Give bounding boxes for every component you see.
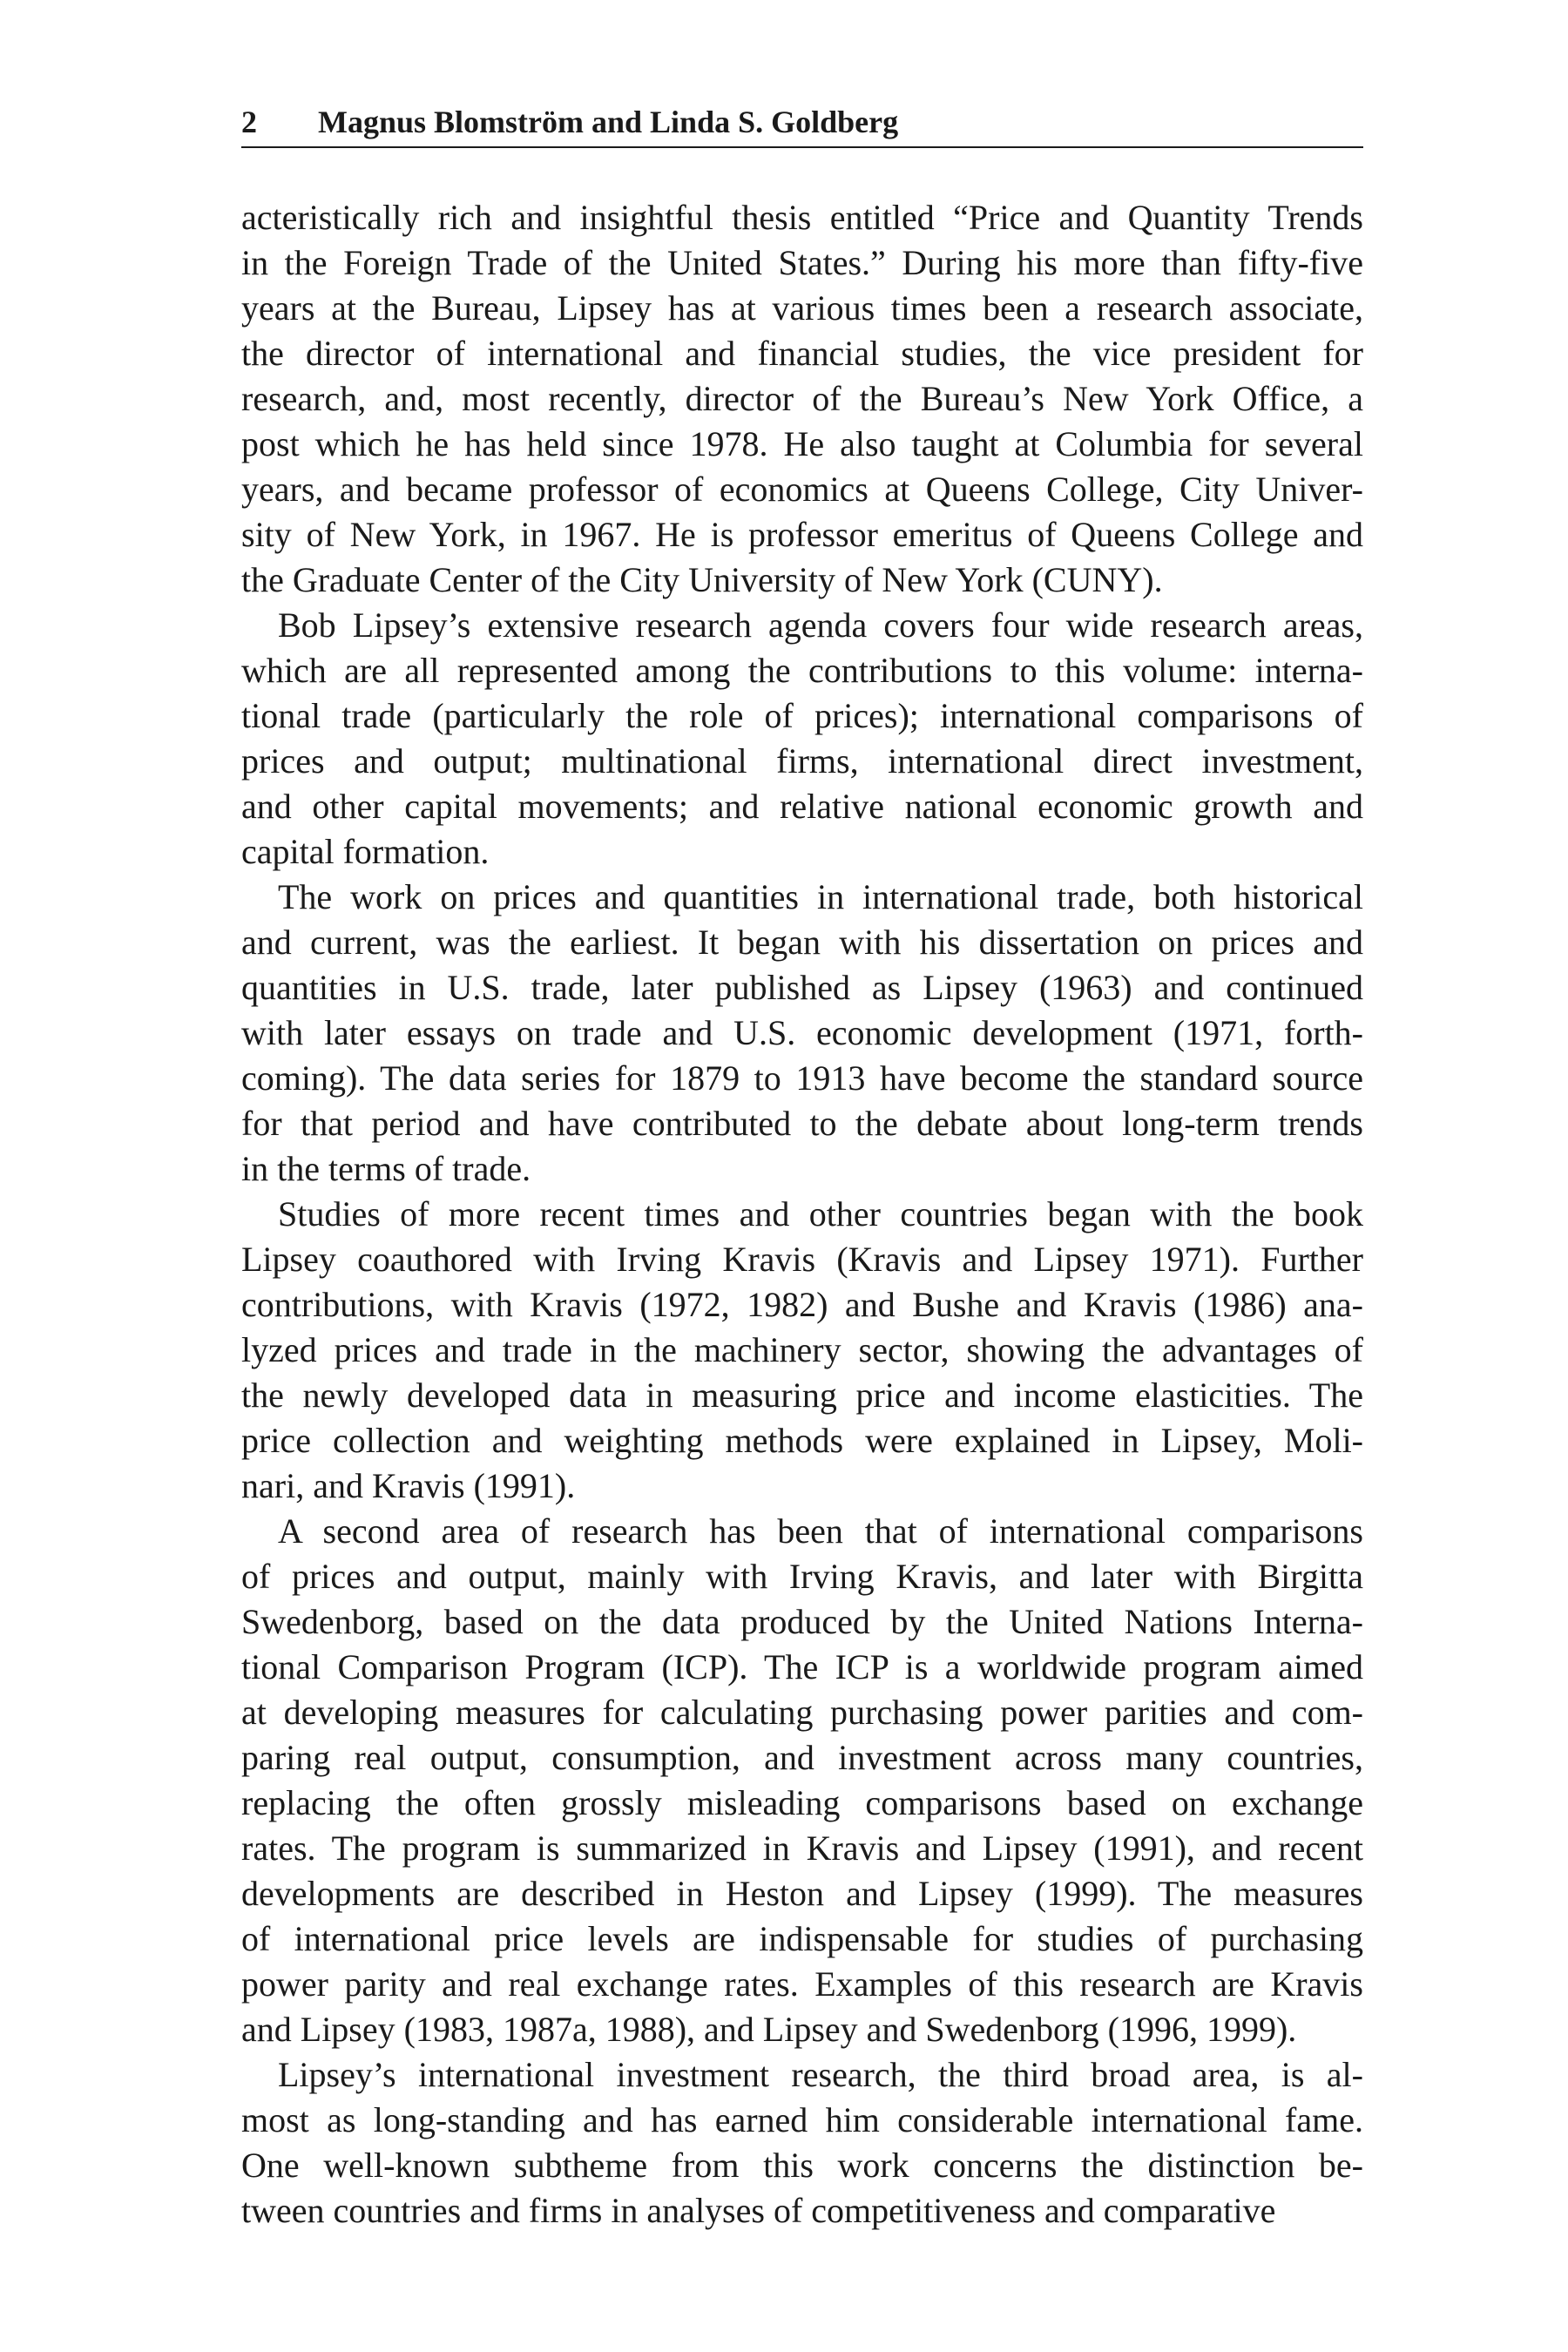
- text-line: of prices and output, mainly with Irving Kravis, and later with Birgitta: [241, 1557, 1363, 1596]
- text-line: A second area of research has been that of international comparisons: [278, 1511, 1363, 1551]
- text-line: prices and output; multinational firms, international direct investment,: [241, 741, 1363, 781]
- paragraph: [241, 603, 1363, 875]
- text-line: contributions, with Kravis (1972, 1982) and Bushe and Kravis (1986) ana-: [241, 1285, 1363, 1324]
- paragraph: [241, 1509, 1363, 2052]
- text-line: years at the Bureau, Lipsey has at various times been a research associate,: [241, 288, 1363, 328]
- text-line: Lipsey’s international investment research, the third broad area, is al-: [278, 2055, 1363, 2094]
- text-line: in the Foreign Trade of the United States.” During his more than fifty-five: [241, 243, 1363, 282]
- text-line: and Lipsey (1983, 1987a, 1988), and Lipsey and Swedenborg (1996, 1999).: [241, 2010, 1297, 2049]
- text-line: Studies of more recent times and other countries began with the book: [278, 1194, 1363, 1233]
- text-line: nari, and Kravis (1991).: [241, 1466, 576, 1505]
- running-head-authors: Magnus Blomström and Linda S. Goldberg: [318, 105, 899, 139]
- text-line: which are all represented among the contributions to this volume: interna-: [241, 651, 1363, 690]
- text-line: paring real output, consumption, and investment across many countries,: [241, 1738, 1363, 1777]
- text-line: years, and became professor of economics at Queens College, City Univer-: [241, 470, 1363, 509]
- text-line: the director of international and financial studies, the vice president for: [241, 334, 1363, 373]
- text-line: replacing the often grossly misleading comparisons based on exchange: [241, 1783, 1363, 1822]
- text-line: Bob Lipsey’s extensive research agenda covers four wide research areas,: [278, 605, 1363, 645]
- text-line: power parity and real exchange rates. Examples of this research are Kravis: [241, 1964, 1363, 2004]
- text-line: sity of New York, in 1967. He is professor emeritus of Queens College and: [241, 515, 1363, 554]
- text-line: price collection and weighting methods were explained in Lipsey, Moli-: [241, 1421, 1363, 1460]
- text-line: acteristically rich and insightful thesis entitled “Price and Quantity Trends: [241, 198, 1363, 237]
- body-text: [241, 195, 1363, 2234]
- paragraph: [241, 195, 1363, 603]
- text-line: for that period and have contributed to the debate about long-term trends: [241, 1104, 1363, 1143]
- paragraph: [241, 1192, 1363, 1509]
- text-line: Lipsey coauthored with Irving Kravis (Kravis and Lipsey 1971). Further: [241, 1240, 1363, 1279]
- text-line: tween countries and firms in analyses of competitiveness and comparative: [241, 2191, 1276, 2230]
- text-line: with later essays on trade and U.S. economic development (1971, forth-: [241, 1013, 1363, 1052]
- text-line: of international price levels are indispensable for studies of purchasing: [241, 1919, 1363, 1958]
- text-line: and current, was the earliest. It began with his dissertation on prices and: [241, 923, 1363, 962]
- text-line: tional trade (particularly the role of prices); international comparisons of: [241, 696, 1363, 735]
- text-line: Swedenborg, based on the data produced by the United Nations Interna-: [241, 1602, 1363, 1641]
- text-line: and other capital movements; and relative national economic growth and: [241, 787, 1363, 826]
- text-line: research, and, most recently, director of the Bureau’s New York Office, a: [241, 379, 1363, 418]
- text-line: the newly developed data in measuring price and income elasticities. The: [241, 1375, 1363, 1415]
- text-line: capital formation.: [241, 832, 490, 871]
- text-line: at developing measures for calculating purchasing power parities and com-: [241, 1693, 1363, 1732]
- text-line: tional Comparison Program (ICP). The ICP is a worldwide program aimed: [241, 1647, 1363, 1686]
- text-line: lyzed prices and trade in the machinery sector, showing the advantages of: [241, 1330, 1363, 1369]
- paragraph: [241, 875, 1363, 1192]
- text-line: quantities in U.S. trade, later published as Lipsey (1963) and continued: [241, 968, 1363, 1007]
- text-line: developments are described in Heston and Lipsey (1999). The measures: [241, 1874, 1363, 1913]
- text-line: post which he has held since 1978. He also taught at Columbia for several: [241, 424, 1363, 463]
- text-line: rates. The program is summarized in Kravis and Lipsey (1991), and recent: [241, 1828, 1363, 1868]
- text-line: coming). The data series for 1879 to 1913 have become the standard source: [241, 1058, 1363, 1098]
- page-number: 2: [241, 105, 257, 139]
- text-line: in the terms of trade.: [241, 1149, 531, 1188]
- text-line: most as long-standing and has earned him considerable international fame.: [241, 2100, 1363, 2139]
- text-line: The work on prices and quantities in international trade, both historical: [278, 877, 1363, 916]
- paragraph: [241, 2052, 1363, 2234]
- running-head: [241, 98, 1363, 148]
- text-line: One well-known subtheme from this work concerns the distinction be-: [241, 2146, 1363, 2185]
- text-line: the Graduate Center of the City University of New York (CUNY).: [241, 560, 1163, 599]
